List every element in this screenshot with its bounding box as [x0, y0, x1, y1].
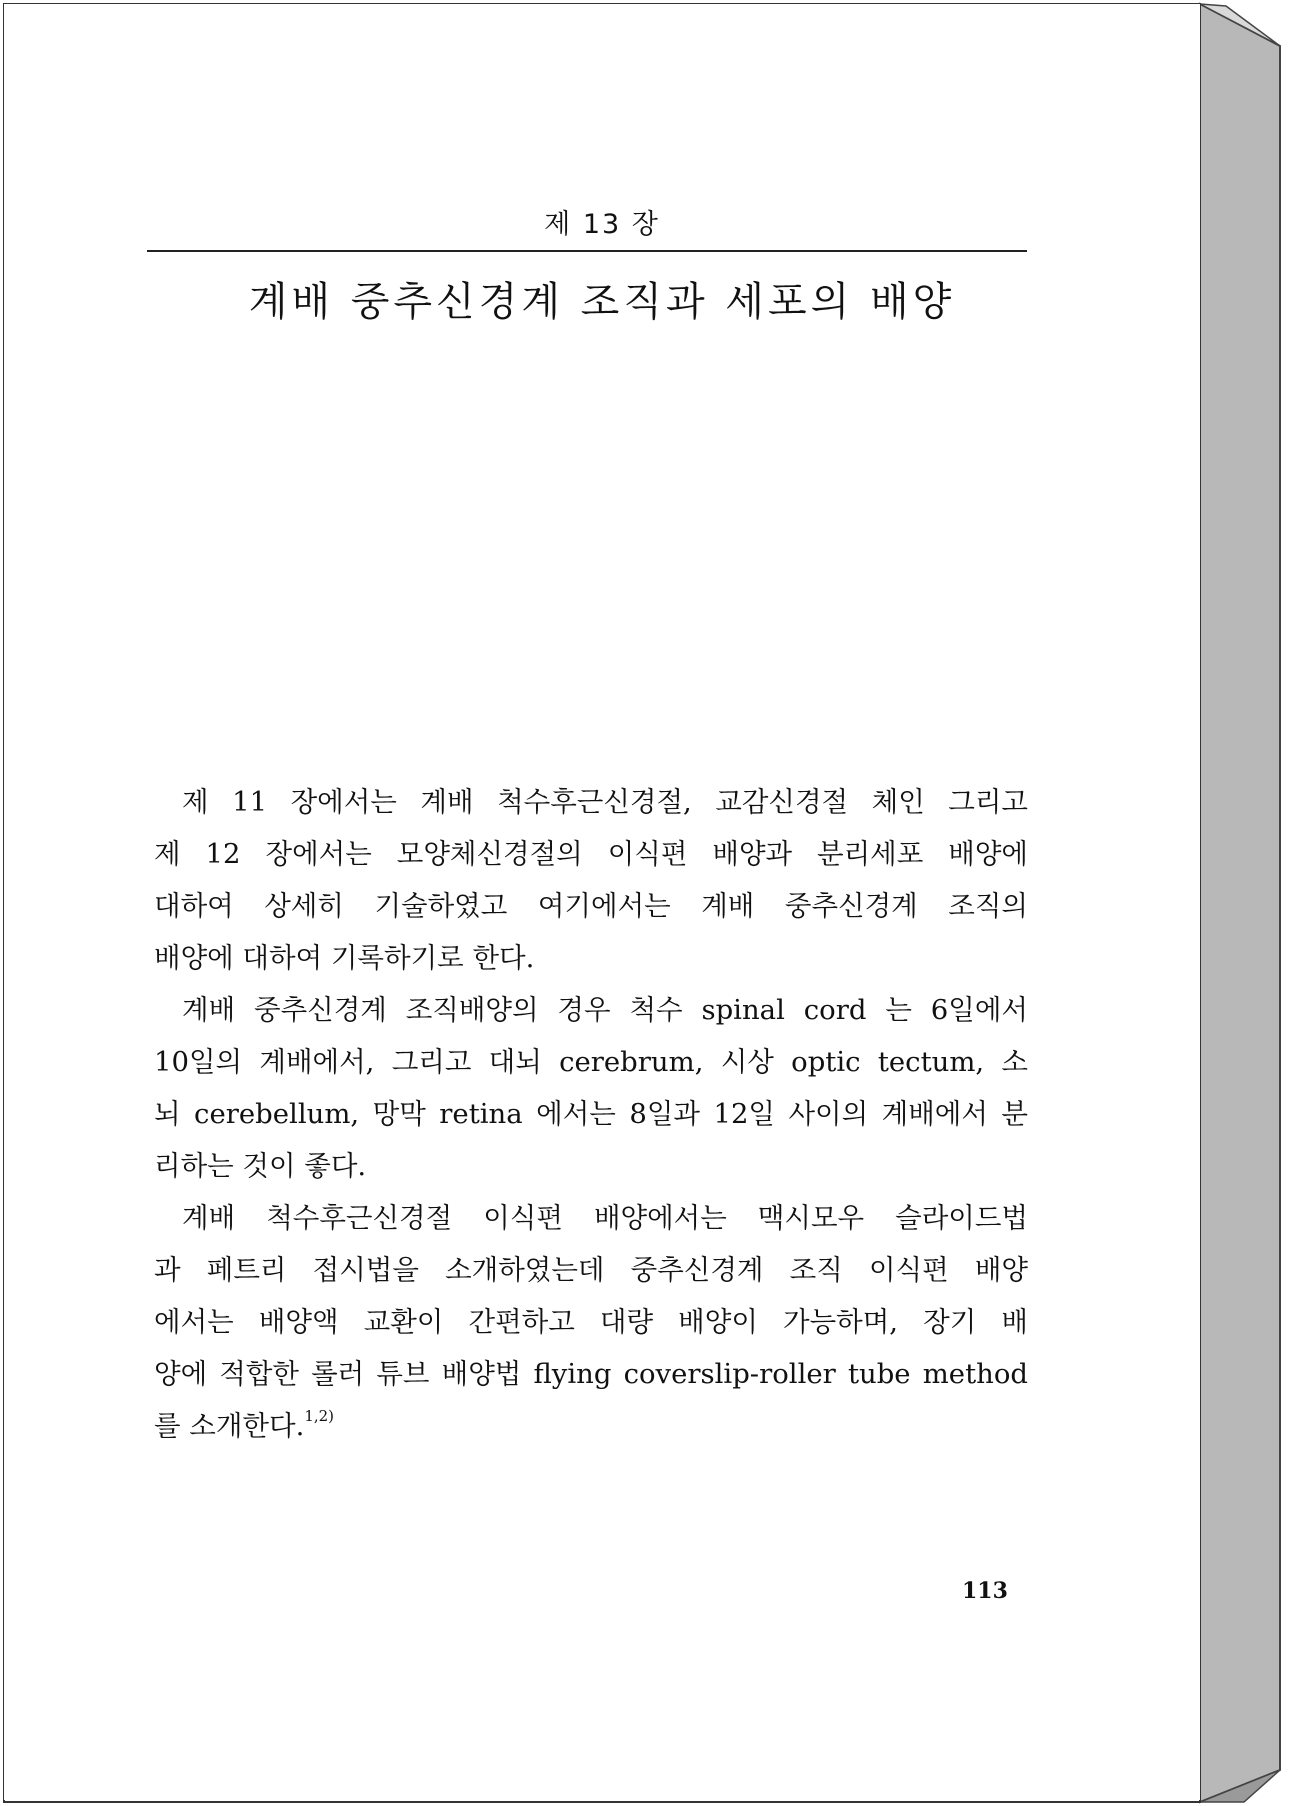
chapter-title: 계배 중추신경계 조직과 세포의 배양: [248, 279, 956, 325]
chapter-label: 제 13 장: [544, 209, 660, 240]
paragraph-1: [154, 776, 1028, 984]
chapter-rule: [147, 250, 1027, 252]
text-line: 10일의 계배에서, 그리고 대뇌 cerebrum, 시상 optic tectum, 소: [154, 1046, 1028, 1078]
text-line-with-reference: [154, 1400, 1028, 1452]
text-line: 대하여 상세히 기술하였고 여기에서는 계배 중추신경계 조직의: [154, 890, 1028, 922]
book-page: [4, 4, 1200, 1800]
text-line: 계배 척수후근신경절 이식편 배양에서는 맥시모우 슬라이드법: [182, 1202, 1028, 1234]
text-line: 배양에 대하여 기록하기로 한다.: [154, 942, 535, 974]
text-line: 제 11 장에서는 계배 척수후근신경절, 교감신경절 체인 그리고: [182, 786, 1028, 818]
text-line: 에서는 배양액 교환이 간편하고 대량 배양이 가능하며, 장기 배: [154, 1306, 1028, 1338]
body-text: [154, 776, 1028, 1452]
book-side-edge: [1200, 4, 1280, 1802]
page-number: 113: [962, 1578, 1008, 1604]
reference-marker: 1,2): [304, 1407, 335, 1425]
text-line: 양에 적합한 롤러 튜브 배양법 flying coverslip-roller tube method: [154, 1358, 1028, 1390]
text-line: 계배 중추신경계 조직배양의 경우 척수 spinal cord 는 6일에서: [182, 994, 1028, 1026]
text-line: 과 페트리 접시법을 소개하였는데 중추신경계 조직 이식편 배양: [154, 1254, 1028, 1286]
paragraph-2: [154, 984, 1028, 1192]
text-line: 리하는 것이 좋다.: [154, 1150, 367, 1182]
text-line: 를 소개한다.: [154, 1410, 305, 1442]
paragraph-3: [154, 1192, 1028, 1452]
text-line: 뇌 cerebellum, 망막 retina 에서는 8일과 12일 사이의 계배에서 분: [154, 1098, 1028, 1130]
text-line: 제 12 장에서는 모양체신경절의 이식편 배양과 분리세포 배양에: [154, 838, 1028, 870]
